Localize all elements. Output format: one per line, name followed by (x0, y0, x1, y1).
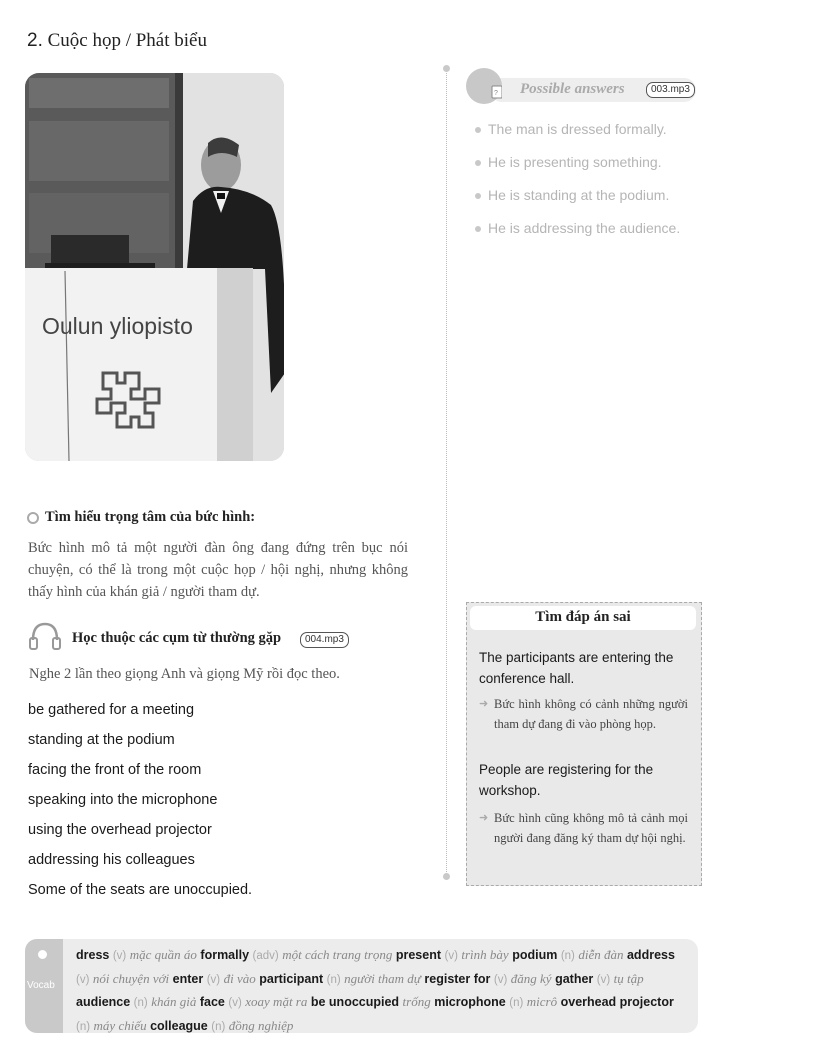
headphone-icon (28, 620, 62, 652)
answer-text: He is addressing the audience. (488, 220, 681, 236)
vocab-label: Vocab (27, 980, 55, 991)
vocab-meaning: một cách trang trọng (282, 947, 393, 962)
section-number: 2. (27, 30, 43, 51)
vocab-meaning: diễn đàn (578, 947, 624, 962)
vocab-meaning: tụ tập (613, 970, 644, 986)
vocab-word: audience (76, 995, 131, 1009)
vocab-pos: (v) (596, 973, 611, 986)
wrong-explanation: Bức hình cũng không mô tả cảnh mọi người đang đăng ký tham dự hội nghị. (494, 811, 688, 845)
focus-body: Bức hình mô tả một người đàn ông đang đứng trên bục nói chuyện, có thể là trong một cuộc họp / hội nghị, nhưng không thấy hình của khán giả / người tham dự. (28, 540, 408, 600)
vocab-meaning: trống (402, 994, 431, 1009)
bullet-icon (475, 127, 481, 133)
focus-heading-text: Tìm hiểu trọng tâm của bức hình: (45, 509, 256, 525)
answer-item (475, 121, 667, 137)
vocab-entry (424, 972, 551, 986)
vocab-entry (76, 995, 196, 1009)
vocab-word: address (626, 948, 675, 962)
vocab-pos: (n) (326, 973, 341, 986)
vocab-word: enter (172, 971, 204, 986)
phrases-audio-tag[interactable]: 004.mp3 (300, 632, 349, 648)
vocab-pos: (n) (133, 997, 148, 1009)
vocab-word: participant (259, 971, 324, 986)
vocab-pos: (v) (112, 950, 127, 962)
section-heading: Cuộc họp / Phát biểu (47, 30, 207, 51)
vocab-word: present (395, 948, 441, 962)
vocab-entry (76, 948, 197, 962)
vocab-pos: (v) (444, 950, 458, 962)
column-divider (446, 70, 447, 878)
vocab-meaning: micrô (526, 994, 558, 1009)
podium-sign-text: Oulun yliopisto (42, 313, 193, 339)
vocab-word: face (199, 995, 225, 1009)
answers-audio-tag[interactable]: 003.mp3 (646, 82, 695, 98)
phrase-item: standing at the podium (28, 732, 175, 748)
answers-icon-circle (466, 68, 502, 104)
divider-bottom-dot (443, 873, 450, 880)
vocab-meaning: người tham dự (344, 970, 421, 986)
answers-label: Possible answers (520, 81, 625, 97)
vocab-word: microphone (434, 995, 506, 1009)
vocab-entry (200, 948, 392, 962)
vocab-entry (200, 995, 308, 1009)
vocab-meaning: đồng nghiệp (228, 1017, 294, 1033)
answer-item (475, 154, 662, 170)
bullet-icon (475, 160, 481, 166)
vocab-word: be unoccupied (310, 995, 400, 1009)
phrase-item: be gathered for a meeting (28, 702, 195, 718)
vocab-meaning: nói chuyện với (92, 970, 170, 986)
answer-text: He is presenting something. (488, 154, 662, 170)
vocab-word: dress (76, 948, 110, 962)
vocab-meaning: trình bày (461, 947, 509, 962)
phrase-item: using the overhead projector (28, 822, 212, 838)
vocab-word: colleague (150, 1018, 208, 1033)
vocab-pos: (n) (76, 1020, 91, 1033)
svg-text:?: ? (494, 90, 498, 97)
vocab-meaning: xoay mặt ra (245, 994, 308, 1009)
section-title (27, 30, 207, 52)
phrase-item: speaking into the microphone (28, 792, 218, 808)
speech-bubble-icon (466, 68, 502, 104)
vocab-entry (512, 948, 623, 962)
vocab-pos: (adv) (252, 950, 279, 962)
phrases-note: Nghe 2 lần theo giọng Anh và giọng Mỹ rồi đọc theo. (29, 666, 340, 682)
arrow-right-icon: ➜ (479, 698, 489, 710)
focus-heading (27, 509, 255, 526)
vocab-pos: (v) (228, 997, 242, 1009)
vocab-list (76, 944, 688, 1038)
vocab-meaning: khán giả (151, 994, 197, 1009)
vocab-pos: (n) (509, 997, 524, 1009)
vocab-meaning: đi vào (223, 970, 256, 986)
arrow-right-icon: ➜ (479, 812, 489, 824)
vocab-pos: (n) (560, 950, 575, 962)
phrases-heading: Học thuộc các cụm từ thường gặp (72, 630, 282, 646)
vocab-entry (396, 948, 509, 962)
phrase-item: facing the front of the room (28, 762, 202, 778)
vocab-entry (311, 995, 431, 1009)
vocab-word: formally (200, 948, 250, 962)
vocab-entry (150, 1019, 293, 1033)
vocab-pos: (v) (76, 973, 90, 986)
answer-item (475, 187, 669, 203)
wrong-explanation: Bức hình không có cảnh những người tham dự đang đi vào phòng họp. (494, 697, 688, 731)
vocab-entry (555, 972, 644, 986)
vocab-word: podium (512, 948, 558, 962)
vocab-entry (259, 972, 421, 986)
vocab-word: register for (424, 971, 491, 986)
divider-top-dot (443, 65, 450, 72)
answer-text: He is standing at the podium. (488, 187, 670, 203)
vocab-meaning: đăng ký (510, 970, 552, 986)
answer-text: The man is dressed formally. (488, 121, 667, 137)
vocab-entry (434, 995, 557, 1009)
vocab-word: gather (555, 971, 594, 986)
vocab-meaning: mặc quần áo (129, 947, 197, 962)
wrong-answers-title: Tìm đáp án sai (535, 609, 631, 625)
vocab-pos: (v) (206, 973, 221, 986)
answer-item (475, 220, 680, 236)
vocab-pos: (n) (211, 1020, 226, 1033)
phrase-item: addressing his colleagues (28, 852, 195, 868)
phrase-item: Some of the seats are unoccupied. (28, 882, 253, 898)
vocab-dot-icon (38, 950, 47, 959)
wrong-statement: The participants are entering the conference hall. (479, 650, 674, 686)
wrong-statement: People are registering for the workshop. (479, 762, 654, 798)
vocab-meaning: máy chiếu (93, 1017, 147, 1033)
bullet-icon (475, 193, 481, 199)
speaker-illustration (25, 73, 284, 461)
vocab-word: overhead projector (560, 995, 674, 1009)
circle-bullet-icon (27, 512, 39, 524)
vocab-pos: (v) (493, 973, 508, 986)
vocab-entry (173, 972, 256, 986)
bullet-icon (475, 226, 481, 232)
conference-photo (25, 73, 284, 461)
